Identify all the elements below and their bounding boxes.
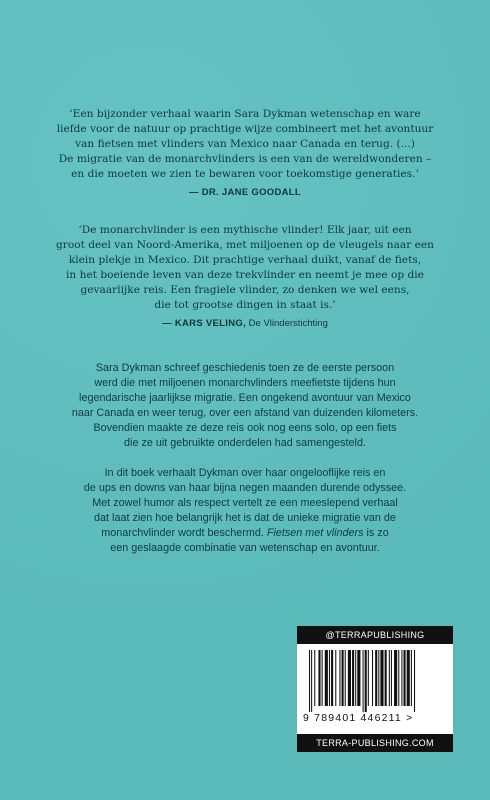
quote-goodall [40,107,450,200]
barcode-bar [311,650,312,712]
description-paragraph-2 [44,466,446,557]
quote-line: ‘De monarchvlinder is een mythische vlinder! Elk jaar, uit een [78,224,412,236]
attribution-name: — DR. JANE GOODALL [188,187,301,198]
description-paragraph-1 [44,361,446,452]
barcode-bar [398,650,399,706]
quote-line: gevaarlijke reis. Een fragiele vlinder, zo denken we wel eens, [80,284,410,296]
barcode-bar [322,650,323,706]
paragraph-line: Bovendien maakte ze deze reis ook nog eens solo, op een fiets [93,422,397,435]
paragraph-line: werd die met miljoenen monarchvlinders meefietste tijdens hun [94,377,396,390]
quote-line: ‘Een bijzonder verhaal waarin Sara Dykman wetenschap en ware [69,108,421,120]
barcode-bar [355,650,356,706]
barcode-bar [329,650,330,706]
barcode-bar [335,650,336,706]
paragraph-line: die ze uit gebruikte onderdelen had samengesteld. [124,437,366,450]
barcode-bar [414,650,415,712]
barcode-bar [380,650,383,706]
barcode-bar [365,650,367,712]
barcode-bar [352,650,354,706]
barcode-bar [314,650,315,706]
quote-line: en die moeten we zien te bewaren voor toekomstige generaties.’ [71,168,419,180]
barcode-bar [407,650,410,706]
paragraph-line: naar Canada en weer terug, over een afstand van duizenden kilometers. [71,407,419,420]
quote-line: die tot grootse dingen in staat is.’ [154,299,336,311]
barcode-bar [394,650,397,706]
quote-veling [40,223,450,331]
barcode-bar [325,650,328,706]
barcode-bar [339,650,340,706]
quote-attribution [40,316,450,331]
barcode-bar [342,650,344,706]
barcode-bar [348,650,351,706]
isbn-number: 9 789401 446211 > [303,712,414,724]
paragraph-line: een geslaagde combinatie van wetenschap en avontuur. [110,542,380,555]
quote-line: De migratie van de monarchvlinders is een van de wereldwonderen – [58,153,432,165]
barcode-bar [372,650,373,706]
barcode-bar [357,650,360,706]
paragraph-line: dat laat zien hoe belangrijk het is dat de unieke migratie van de [94,512,396,525]
attribution-organization: De Vlinderstichting [246,318,328,329]
barcode-bar [368,650,369,706]
barcode-bar [375,650,377,706]
quote-line: in het boeiende leven van deze trekvlinder en neemt je mee op die [66,269,424,281]
barcode-bar [401,650,402,706]
paragraph-line-end: is zo [363,527,389,540]
quote-line: klein plekje in Mexico. Dit prachtige verhaal duikt, vanaf de fiets, [68,254,422,266]
barcode-bar [411,650,412,706]
paragraph-line: Met zowel humor als respect vertelt ze een meeslepend verhaal [92,497,398,510]
publisher-handle: @TERRAPUBLISHING [297,626,453,644]
paragraph-line [44,526,446,541]
barcode-bar [363,650,364,712]
quote-attribution [40,185,450,200]
barcode-block [297,626,453,752]
barcode-bar [385,650,387,706]
paragraph-line: de ups en downs van haar bijna negen maanden durende odyssee. [83,482,407,495]
barcode-bar [391,650,392,706]
barcode-icon [307,650,443,712]
publisher-website: TERRA-PUBLISHING.COM [297,734,453,752]
barcode-bar [389,650,390,706]
barcode-bar [345,650,346,706]
quote-line: van fietsen met vlinders van Mexico naar Canada en terug. (...) [75,138,415,150]
quote-line: groot deel van Noord-Amerika, met miljoenen op de vleugels naar een [55,239,434,251]
paragraph-line-start: monarchvlinder wordt beschermd. [101,527,264,540]
paragraph-line: legendarische jaarlijkse migratie. Een ongekend avontuur van Mexico [79,392,411,405]
attribution-name: — KARS VELING, [162,318,247,329]
book-title: Fietsen met vlinders [266,527,364,540]
barcode-bar [378,650,379,706]
barcode-bar [331,650,333,706]
barcode-bar [318,650,320,706]
quote-line: liefde voor de natuur op prachtige wijze combineert met het avontuur [56,123,434,135]
paragraph-line: Sara Dykman schreef geschiedenis toen ze de eerste persoon [95,362,395,374]
barcode-bar [309,650,310,712]
paragraph-line: In dit boek verhaalt Dykman over haar ongelooflijke reis en [104,467,386,479]
barcode-bar [404,650,406,706]
